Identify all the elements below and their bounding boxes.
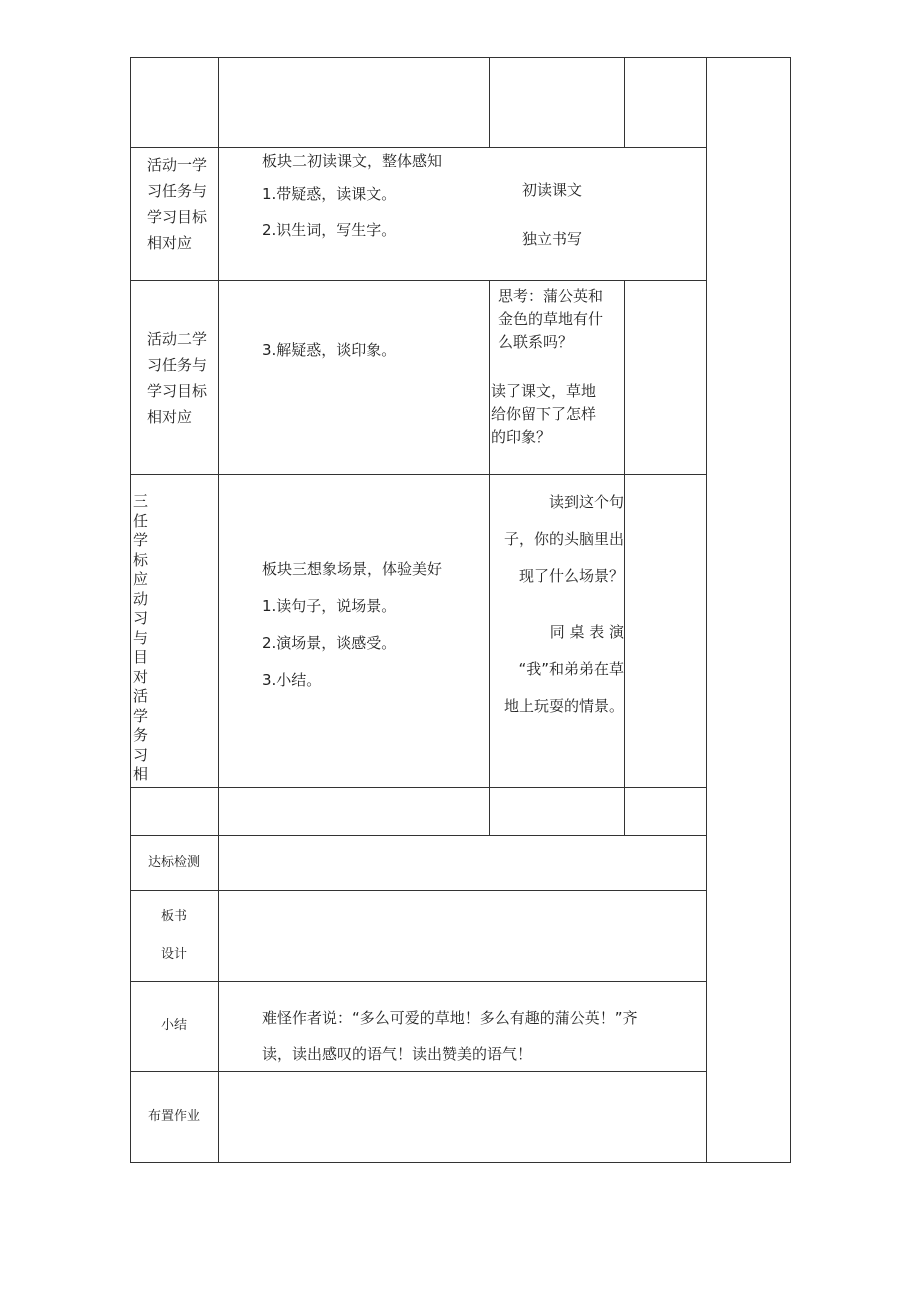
row-divider <box>130 147 707 148</box>
homework-label: 布置作业 <box>147 1109 200 1124</box>
row-divider <box>130 787 707 788</box>
activity2-item: 3.解疑惑，谈印象。 <box>262 341 397 359</box>
activity2-label: 活动二学 习任务与 学习目标 相对应 <box>147 330 208 426</box>
table-border-right <box>790 57 791 1163</box>
board-label-line1: 板书 <box>160 909 187 924</box>
column-divider <box>218 57 219 1163</box>
activity2-student-task: 读了课文，草地 给你留下了怎样 的印象？ <box>491 382 597 446</box>
activity3-item: 1.读句子，说场景。 <box>262 597 397 615</box>
activity1-label: 活动一学 习任务与 学习目标 相对应 <box>147 156 208 252</box>
column-divider <box>489 57 490 147</box>
activity1-item: 1.带疑惑，读课文。 <box>262 185 397 203</box>
check-label: 达标检测 <box>147 855 200 870</box>
activity3-student-task: 读到这个句 子，你的头脑里出 现了什么场景？ <box>503 493 624 585</box>
table-border-top <box>130 57 790 58</box>
activity3-label: 三任学标应动习与目对活学务习相 <box>133 492 149 783</box>
table-border-bottom <box>130 1162 790 1163</box>
column-divider <box>624 280 625 835</box>
row-divider <box>130 280 707 281</box>
activity1-item: 2.识生词，写生字。 <box>262 221 397 239</box>
row-divider <box>130 835 707 836</box>
activity1-heading: 板块二初读课文，整体感知 <box>262 152 443 170</box>
column-divider <box>706 57 707 1163</box>
activity1-student-task: 独立书写 <box>522 230 583 248</box>
board-label-line2: 设计 <box>160 947 187 962</box>
summary-text: 难怪作者说：“多么可爱的草地！多么有趣的蒲公英！”齐 读，读出感叹的语气！读出赞美的语气！ <box>262 1009 638 1063</box>
activity3-item: 3.小结。 <box>262 671 322 689</box>
activity3-student-task: 同 桌 表 演 “我”和弟弟在草 地上玩耍的情景。 <box>503 623 624 715</box>
column-divider <box>624 57 625 147</box>
table-border-left <box>130 57 131 1163</box>
row-divider <box>130 981 707 982</box>
activity1-student-task: 初读课文 <box>522 181 583 199</box>
activity3-item: 2.演场景，谈感受。 <box>262 634 397 652</box>
summary-label: 小结 <box>160 1018 187 1033</box>
activity3-heading: 板块三想象场景，体验美好 <box>262 560 443 578</box>
row-divider <box>130 474 707 475</box>
row-divider <box>130 890 707 891</box>
activity2-student-task: 思考：蒲公英和 金色的草地有什 么联系吗？ <box>498 287 604 351</box>
